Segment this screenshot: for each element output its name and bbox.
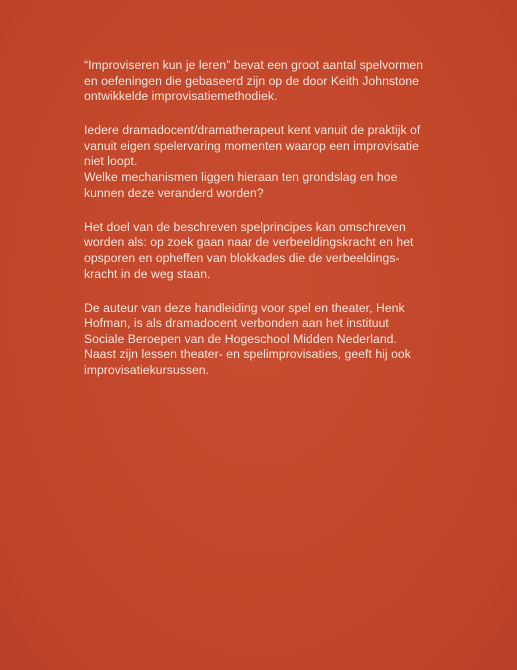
- paragraph-intro: [84, 58, 484, 105]
- text-line: De auteur van deze handleiding voor spel en theater, Henk: [84, 300, 405, 315]
- text-line: Het doel van de beschreven spelprincipes kan omschreven: [84, 219, 406, 234]
- text-line: Naast zijn lessen theater- en spelimprovisaties, geeft hij ook: [84, 347, 411, 362]
- paragraph-author: [84, 301, 484, 379]
- text-line: vanuit eigen spelervaring momenten waarop een improvisatie: [84, 138, 419, 153]
- text-line: Hofman, is als dramadocent verbonden aan het instituut: [84, 316, 389, 331]
- text-line: kracht in de weg staan.: [84, 266, 211, 281]
- text-line: “Improviseren kun je leren” bevat een groot aantal spelvormen: [84, 58, 424, 72]
- text-line: worden als: op zoek gaan naar de verbeeldingskracht en het: [84, 235, 414, 250]
- text-line: ontwikkelde improvisatiemethodiek.: [84, 89, 278, 104]
- text-line: niet loopt.: [84, 154, 138, 169]
- text-line: improvisatiekursussen.: [84, 363, 210, 377]
- paragraph-goal: [84, 220, 484, 282]
- text-line: opsporen en opheffen van blokkades die de verbeeldings-: [84, 250, 400, 265]
- text-line: Iedere dramadocent/dramatherapeut kent vanuit de praktijk of: [84, 123, 421, 138]
- paragraph-question: [84, 123, 484, 201]
- text-line: kunnen deze veranderd worden?: [84, 185, 264, 200]
- blurb-text: [84, 58, 484, 397]
- text-line: Welke mechanismen liggen hieraan ten grondslag en hoe: [84, 170, 398, 185]
- text-line: en oefeningen die gebaseerd zijn op de door Keith Johnstone: [84, 73, 419, 88]
- text-line: Sociale Beroepen van de Hogeschool Midden Nederland.: [84, 331, 397, 346]
